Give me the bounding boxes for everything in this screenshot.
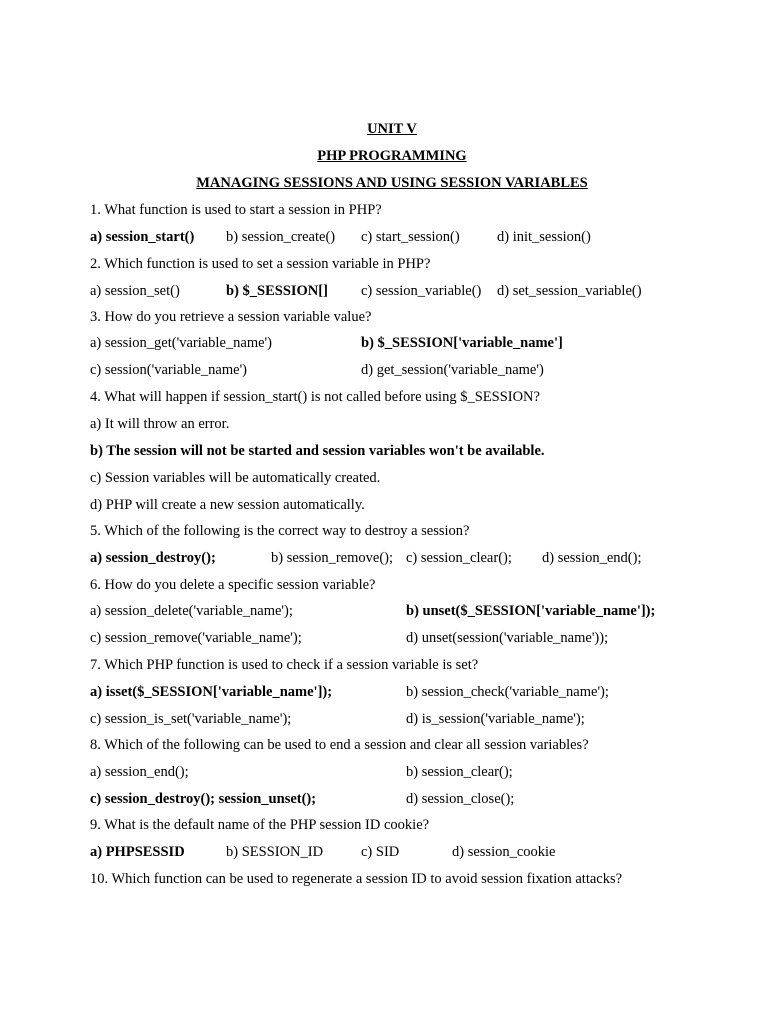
option-c: c) Session variables will be automatically created. <box>90 470 381 486</box>
course-heading: PHP PROGRAMMING <box>317 148 467 164</box>
option-b: b) session_remove(); <box>271 550 394 566</box>
option-c: c) session_clear(); <box>406 550 512 566</box>
option-b: b) The session will not be started and session variables won't be available. <box>90 443 545 459</box>
option-a: a) isset($_SESSION['variable_name']); <box>90 684 333 700</box>
option-a: a) PHPSESSID <box>90 844 185 860</box>
option-a: a) session_destroy(); <box>90 550 216 566</box>
option-d: d) set_session_variable() <box>497 283 642 299</box>
question-text: 1. What function is used to start a session in PHP? <box>90 202 382 218</box>
option-d: d) unset(session('variable_name')); <box>406 630 609 646</box>
option-d: d) init_session() <box>497 229 591 245</box>
option-a: a) session_end(); <box>90 764 189 780</box>
question-text: 5. Which of the following is the correct way to destroy a session? <box>90 523 470 539</box>
option-c: c) session('variable_name') <box>90 362 248 378</box>
option-b: b) unset($_SESSION['variable_name']); <box>406 603 656 619</box>
option-b: b) $_SESSION[] <box>226 283 328 299</box>
option-a: a) session_start() <box>90 229 195 245</box>
option-c: c) session_is_set('variable_name'); <box>90 711 292 727</box>
option-b: b) session_clear(); <box>406 764 513 780</box>
question-text: 7. Which PHP function is used to check if a session variable is set? <box>90 657 479 673</box>
question-text: 4. What will happen if session_start() is not called before using $_SESSION? <box>90 389 540 405</box>
option-c: c) session_variable() <box>361 283 482 299</box>
question-text: 10. Which function can be used to regenerate a session ID to avoid session fixation attacks? <box>90 871 623 887</box>
option-d: d) PHP will create a new session automatically. <box>90 497 365 513</box>
option-a: a) session_delete('variable_name'); <box>90 603 293 619</box>
option-c: c) SID <box>361 844 400 860</box>
question-text: 8. Which of the following can be used to end a session and clear all session variables? <box>90 737 589 753</box>
option-c: c) session_remove('variable_name'); <box>90 630 302 646</box>
question-text: 9. What is the default name of the PHP session ID cookie? <box>90 817 430 833</box>
option-d: d) session_close(); <box>406 791 515 807</box>
option-a: a) session_get('variable_name') <box>90 335 272 351</box>
option-b: b) SESSION_ID <box>226 844 324 860</box>
option-a: a) session_set() <box>90 283 180 299</box>
question-text: 3. How do you retrieve a session variable value? <box>90 309 372 325</box>
option-b: b) session_check('variable_name'); <box>406 684 609 700</box>
topic-heading: MANAGING SESSIONS AND USING SESSION VARIABLES <box>196 175 588 191</box>
option-a: a) It will throw an error. <box>90 416 230 432</box>
question-text: 2. Which function is used to set a session variable in PHP? <box>90 256 431 272</box>
option-d: d) is_session('variable_name'); <box>406 711 585 727</box>
option-d: d) session_end(); <box>542 550 642 566</box>
option-b: b) session_create() <box>226 229 336 245</box>
option-b: b) $_SESSION['variable_name'] <box>361 335 563 351</box>
option-d: d) session_cookie <box>452 844 556 860</box>
unit-heading: UNIT V <box>367 121 417 137</box>
option-c: c) session_destroy(); session_unset(); <box>90 791 317 807</box>
option-d: d) get_session('variable_name') <box>361 362 544 378</box>
option-c: c) start_session() <box>361 229 460 245</box>
question-text: 6. How do you delete a specific session variable? <box>90 577 376 593</box>
